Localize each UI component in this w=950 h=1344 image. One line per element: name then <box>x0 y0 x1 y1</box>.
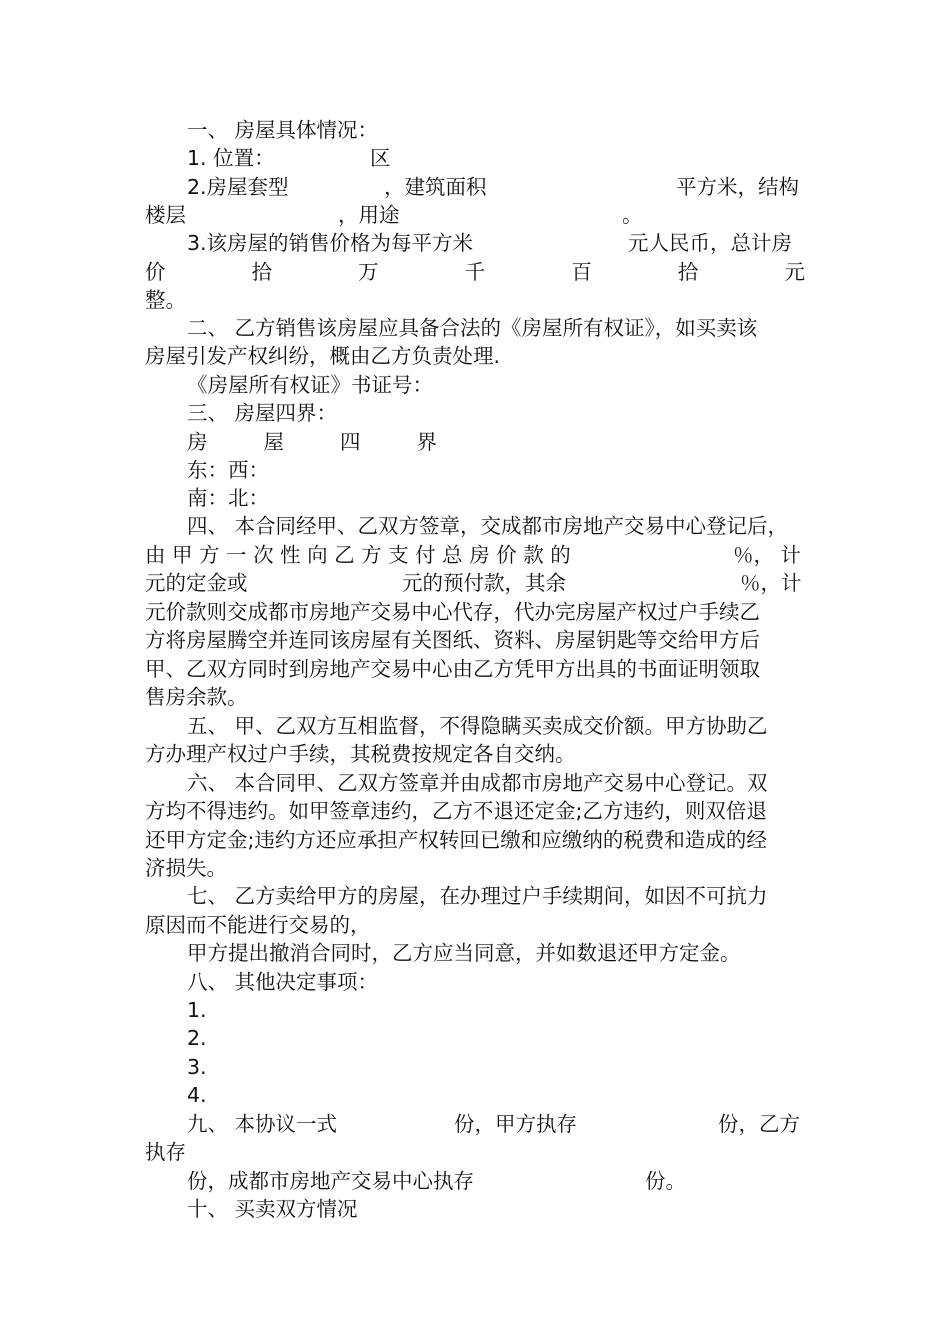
section-6-line-4: 济损失。 <box>145 856 227 880</box>
structure-label: 平方米，结构 <box>676 175 799 199</box>
other-item: 3. <box>187 1055 207 1079</box>
boundary-char: 界 <box>416 430 437 454</box>
price-unit: 价 <box>145 260 166 284</box>
floor-label: 楼层 <box>145 203 186 227</box>
total-price-label: 元人民币，总计房 <box>628 231 792 255</box>
boundaries-row <box>187 428 437 456</box>
deposit-label: 元的定金或 <box>145 571 248 595</box>
section-5-line-1: 五、 甲、乙双方互相监督，不得隐瞒买卖成交价额。甲方协助乙 <box>187 714 768 738</box>
section-7-line-1: 七、 乙方卖给甲方的房屋，在办理过户手续期间，如因不可抗力 <box>187 884 768 908</box>
price-unit: 拾 <box>251 260 273 284</box>
boundary-char: 四 <box>340 430 361 454</box>
section-6-line-2: 方均不得违约。如甲签章违约，乙方不退还定金;乙方违约，则双倍退 <box>145 799 767 823</box>
section-6-line-1: 六、 本合同甲、乙双方签章并由成都市房地产交易中心登记。双 <box>187 771 768 795</box>
party-b-copies-label: 份，乙方 <box>718 1112 800 1136</box>
price-unit: 元 <box>784 260 805 284</box>
building-area-label: ，建筑面积 <box>384 175 487 199</box>
remainder-percent-label: ％，计 <box>740 571 802 595</box>
party-a-copies-label: 份，甲方执存 <box>454 1112 577 1136</box>
east-west-label: 东：西： <box>187 458 269 482</box>
section-4-line-4: 元价款则交成都市房地产交易中心代存，代办完房屋产权过户手续乙 <box>145 600 760 624</box>
section-4-line-6: 甲、乙双方同时到房地产交易中心由乙方凭甲方出具的书面证明领取 <box>145 657 760 681</box>
center-copies-label: 份，成都市房地产交易中心执存 <box>187 1169 474 1193</box>
period-mark: 。 <box>622 203 643 227</box>
copies-end-label: 份。 <box>645 1169 686 1193</box>
section-4-line-1: 四、 本合同经甲、乙双方签章，交成都市房地产交易中心登记后， <box>187 514 789 538</box>
boundary-char: 屋 <box>263 430 284 454</box>
house-type-label: 2.房屋套型 <box>187 175 289 199</box>
whole-mark: 整。 <box>145 288 186 312</box>
section-4-line-2b: ％， 计 <box>733 543 802 567</box>
usage-label: ，用途 <box>338 203 400 227</box>
price-unit: 万 <box>358 260 379 284</box>
price-units-row <box>145 258 805 286</box>
price-unit: 拾 <box>677 260 699 284</box>
section-4-line-5: 方将房屋腾空并连同该房屋有关图纸、资料、房屋钥匙等交给甲方后 <box>145 628 760 652</box>
boundary-char: 房 <box>187 430 208 454</box>
other-item: 4. <box>187 1083 207 1107</box>
section-4-line-7: 售房余款。 <box>145 685 248 709</box>
section-6-line-3: 还甲方定金;违约方还应承担产权转回已缴和应缴纳的税费和造成的经 <box>145 828 767 852</box>
section-4-line-2a: 由 甲 方 一 次 性 向 乙 方 支 付 总 房 价 款 的 <box>145 543 571 567</box>
certificate-number-label: 《房屋所有权证》书证号： <box>187 373 433 397</box>
section-3-heading: 三、 房屋四界： <box>187 401 338 425</box>
section-7-line-2: 原因而不能进行交易的， <box>145 913 371 937</box>
other-item: 1. <box>187 998 207 1022</box>
copies-label: 九、 本协议一式 <box>187 1112 338 1136</box>
section-5-line-2: 方办理产权过户手续，其税费按规定各自交纳。 <box>145 742 576 766</box>
district-label: 区 <box>370 146 391 170</box>
section-8-heading: 八、 其他决定事项： <box>187 970 379 994</box>
prepayment-label: 元的预付款，其余 <box>402 571 566 595</box>
location-label: 1. 位置： <box>187 146 275 170</box>
price-unit: 百 <box>571 260 592 284</box>
price-unit: 千 <box>464 260 486 284</box>
section-2-line-1: 二、 乙方销售该房屋应具备合法的《房屋所有权证》，如买卖该 <box>187 316 758 340</box>
section-10-heading: 十、 买卖双方情况 <box>187 1197 358 1221</box>
other-item: 2. <box>187 1026 207 1050</box>
price-label: 3.该房屋的销售价格为每平方米 <box>187 231 474 255</box>
section-1-heading: 一、 房屋具体情况： <box>187 118 379 142</box>
section-7-line-3: 甲方提出撤消合同时，乙方应当同意，并如数退还甲方定金。 <box>187 941 741 965</box>
section-2-line-2: 房屋引发产权纠纷，概由乙方负责处理. <box>145 344 501 368</box>
south-north-label: 南：北： <box>187 486 269 510</box>
hold-label: 执存 <box>145 1140 186 1164</box>
